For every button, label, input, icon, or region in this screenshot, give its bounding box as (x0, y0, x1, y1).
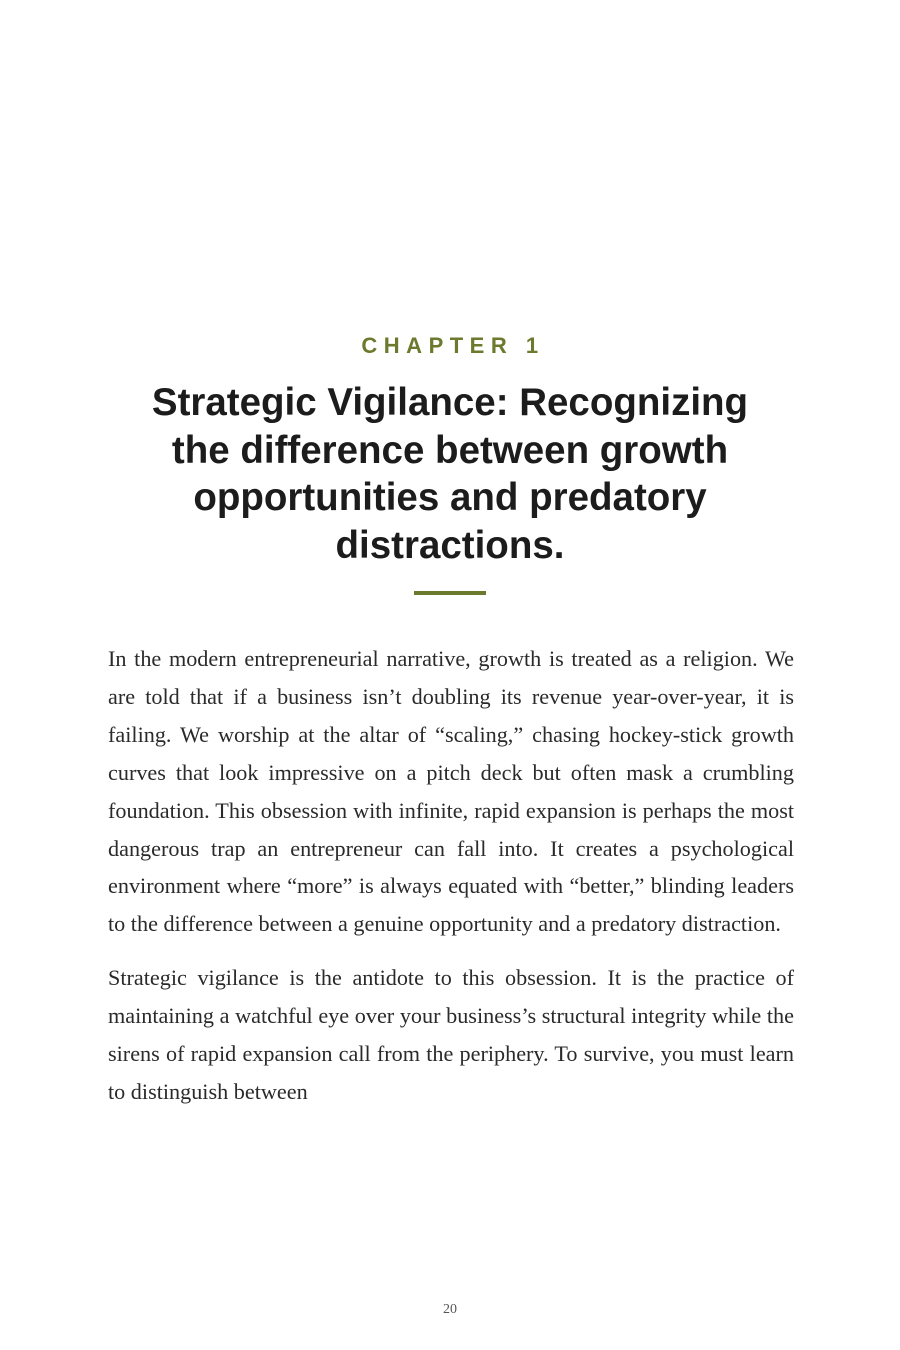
body-text (108, 640, 794, 1127)
chapter-label: CHAPTER 1 (361, 333, 545, 358)
paragraph: Strategic vigilance is the antidote to this obsession. It is the practice of maintaining a watchful eye over your business’s structural integrity while the sirens of rapid expansion call from the periphery. To survive, you must learn to distinguish between (108, 965, 794, 1104)
page-number: 20 (443, 1302, 457, 1317)
paragraph: In the modern entrepreneurial narrative, growth is treated as a religion. We are told that if a business isn’t doubling its revenue year-over-year, it is failing. We worship at the altar of “scaling,” chasing hockey-stick growth curves that look impressive on a pitch deck but often mask a crumbling foundation. This obsession with infinite, rapid expansion is perhaps the most dangerous trap an entrepreneur can fall into. It creates a psychological environment where “more” is always equated with “better,” blinding leaders to the difference between a genuine opportunity and a predatory distraction. (108, 646, 794, 937)
title-divider (414, 591, 486, 595)
chapter-title: Strategic Vigilance: Recognizing the difference between growth opportunities and predatory distractions. (151, 381, 749, 567)
